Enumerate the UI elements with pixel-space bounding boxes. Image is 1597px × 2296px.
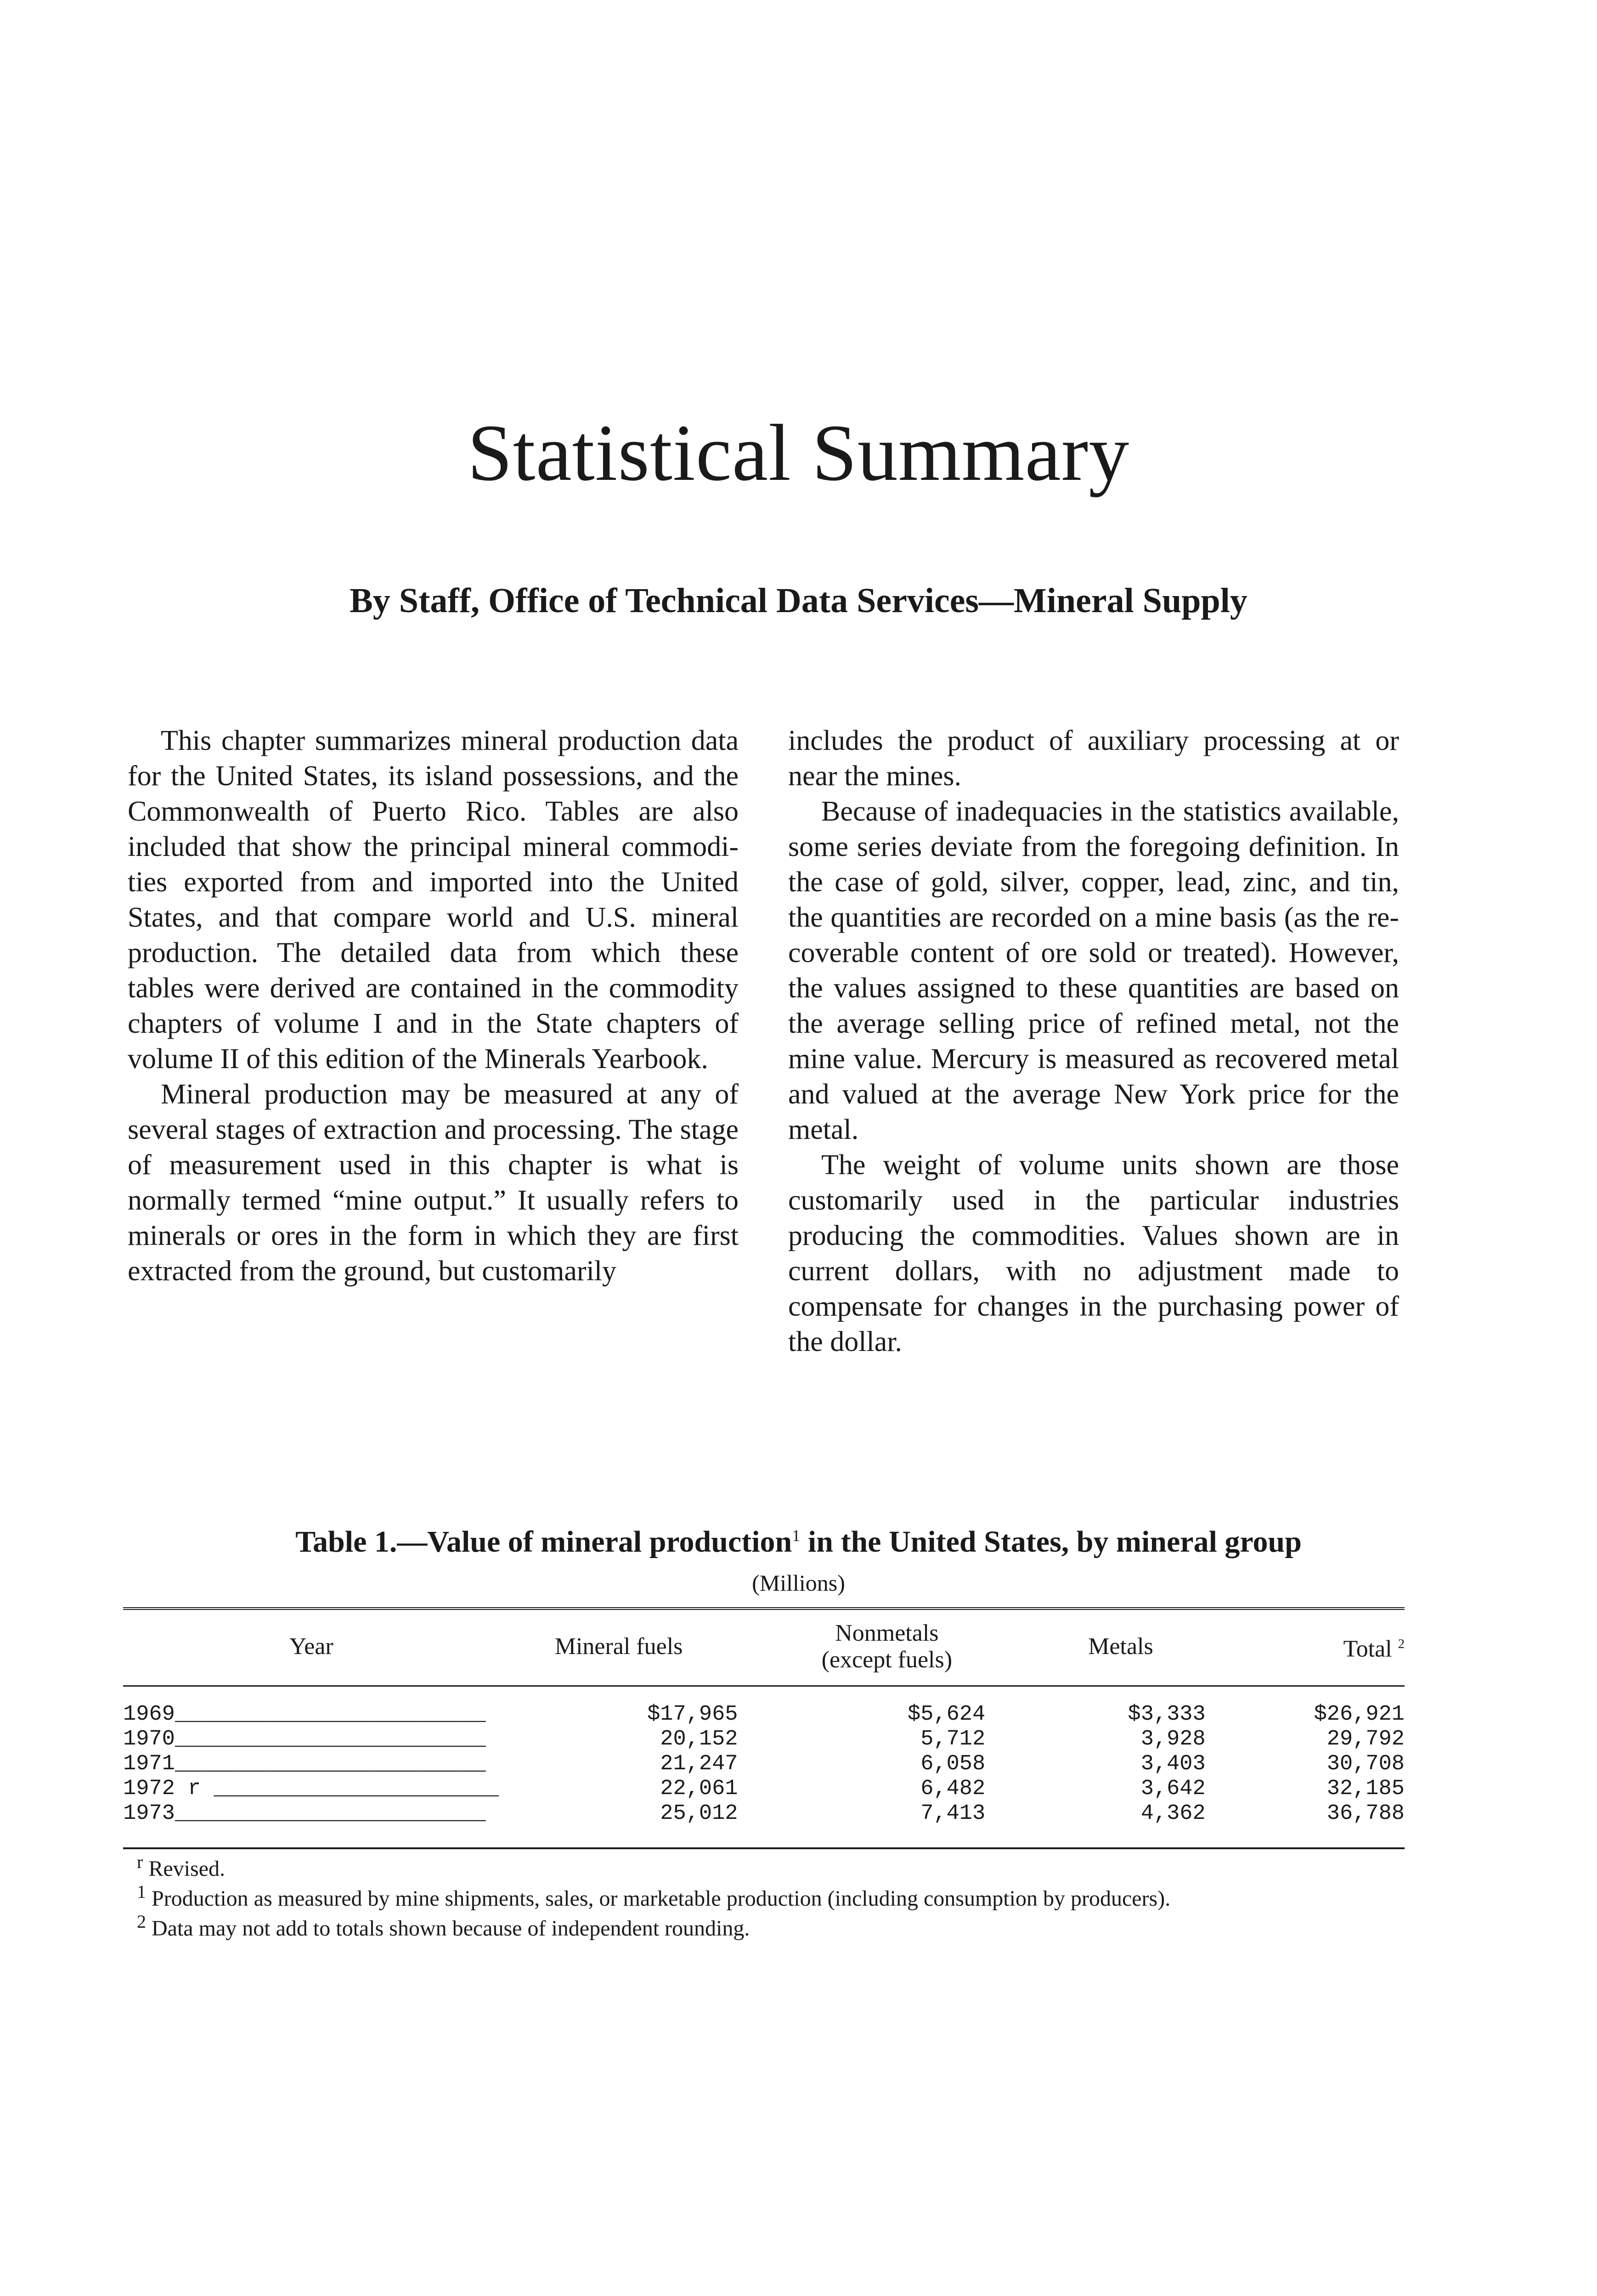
table-footnotes	[123, 1851, 1405, 1940]
header-total-label: Total	[1343, 1636, 1392, 1662]
table-header-row	[123, 1609, 1405, 1686]
cell-year: 1972 r ______________________	[123, 1777, 499, 1801]
header-total	[1247, 1609, 1405, 1686]
header-year: Year	[289, 1633, 333, 1660]
byline: By Staff, Office of Technical Data Services—Mineral Supply	[350, 581, 1247, 620]
table-units: (Millions)	[752, 1570, 845, 1596]
cell-metals: 4,362	[1140, 1801, 1206, 1826]
cell-year: 1969________________________	[123, 1702, 486, 1727]
cell-metals: 3,928	[1140, 1727, 1206, 1751]
cell-total: $26,921	[1314, 1702, 1405, 1727]
header-metals: Metals	[1088, 1633, 1153, 1660]
cell-year: 1971________________________	[123, 1752, 486, 1776]
table-row	[123, 1727, 1405, 1752]
cell-nonmetals: $5,624	[907, 1702, 986, 1727]
left-column	[128, 723, 739, 1289]
cell-fuels: $17,965	[647, 1702, 738, 1727]
cell-fuels: 20,152	[660, 1727, 738, 1751]
cell-year: 1973________________________	[123, 1801, 486, 1826]
footnote-mark: 1	[137, 1881, 146, 1902]
cell-metals: 3,642	[1140, 1777, 1206, 1801]
table-caption	[0, 1525, 1597, 1559]
footnote	[123, 1910, 1405, 1940]
paragraph-continuation: includes the product of auxiliary processing at or near the mines.	[788, 725, 1399, 792]
cell-total: 36,788	[1326, 1801, 1405, 1826]
cell-total: 30,708	[1326, 1752, 1405, 1776]
footnote-text: Revised.	[143, 1857, 225, 1881]
cell-nonmetals: 7,413	[920, 1801, 986, 1826]
page-title: Statistical Summary	[467, 408, 1130, 498]
table-row	[123, 1801, 1405, 1848]
table-caption-rest: in the United States, by mineral group	[800, 1525, 1302, 1559]
table-row	[123, 1686, 1405, 1728]
cell-total: 32,185	[1326, 1777, 1405, 1801]
cell-year: 1970________________________	[123, 1727, 486, 1751]
footnote-text: Production as measured by mine shipments, sales, or marketable production (including consumption by producers).	[146, 1886, 1171, 1911]
footnote-mark: 2	[137, 1911, 146, 1932]
cell-metals: 3,403	[1140, 1752, 1206, 1776]
cell-fuels: 21,247	[660, 1752, 738, 1776]
cell-nonmetals: 6,482	[920, 1777, 986, 1801]
footnote-text: Data may not add to totals shown because of independent rounding.	[146, 1916, 750, 1941]
header-mineral-fuels: Mineral fuels	[554, 1633, 683, 1660]
footnote	[123, 1880, 1405, 1910]
header-nonmetals-line2: (except fuels)	[821, 1647, 953, 1673]
header-nonmetals	[789, 1609, 1036, 1686]
table-row	[123, 1777, 1405, 1801]
cell-nonmetals: 5,712	[920, 1727, 986, 1751]
footnote-mark: r	[137, 1851, 143, 1872]
cell-total: 29,792	[1326, 1727, 1405, 1751]
table-caption-main: Table 1.—Value of mineral production	[295, 1525, 792, 1559]
header-nonmetals-line1: Nonmetals	[835, 1620, 939, 1646]
footnote-ref: 2	[1398, 1637, 1405, 1651]
cell-metals: $3,333	[1128, 1702, 1206, 1727]
paragraph: Mineral production may be measured at any of several stages of extraction and processing. The stage of measurement used in this chapter is what is normally termed “mine output.” It usually refers to minerals or ores in the form in which they are first extracted from the ground, but customarily	[128, 1079, 739, 1287]
table-row	[123, 1752, 1405, 1777]
cell-nonmetals: 6,058	[920, 1752, 986, 1776]
cell-fuels: 25,012	[660, 1801, 738, 1826]
data-table	[123, 1607, 1405, 1849]
footnote-ref: 1	[792, 1526, 801, 1545]
paragraph: The weight of volume units shown are those customarily used in the particular industries producing the commodities. Values shown are in current dollars, with no adjustment made to compensate for changes in the purchasing power of the dollar.	[788, 1149, 1399, 1357]
footnote	[123, 1851, 1405, 1880]
paragraph: Because of inadequacies in the statistics available, some series deviate from the foregoing definition. In the case of gold, silver, copper, lead, zinc, and tin, the quantities are recorded on a mine basis (as the recoverable content of ore sold or treated). However, the values assigned to these quantities are based on the average selling price of refined metal, not the mine value. Mercury is measured as recovered metal and valued at the average New York price for the metal.	[788, 796, 1399, 1145]
paragraph: This chapter summarizes mineral production data for the United States, its island possessions, and the Commonwealth of Puerto Rico. Tables are also included that show the principal mineral commodities exported from and imported into the United States, and that compare world and U.S. mineral production. The detailed data from which these tables were derived are contained in the commodity chapters of volume I and in the State chapters of volume II of this edition of the Minerals Yearbook.	[128, 725, 739, 1075]
right-column	[788, 723, 1399, 1360]
cell-fuels: 22,061	[660, 1777, 738, 1801]
